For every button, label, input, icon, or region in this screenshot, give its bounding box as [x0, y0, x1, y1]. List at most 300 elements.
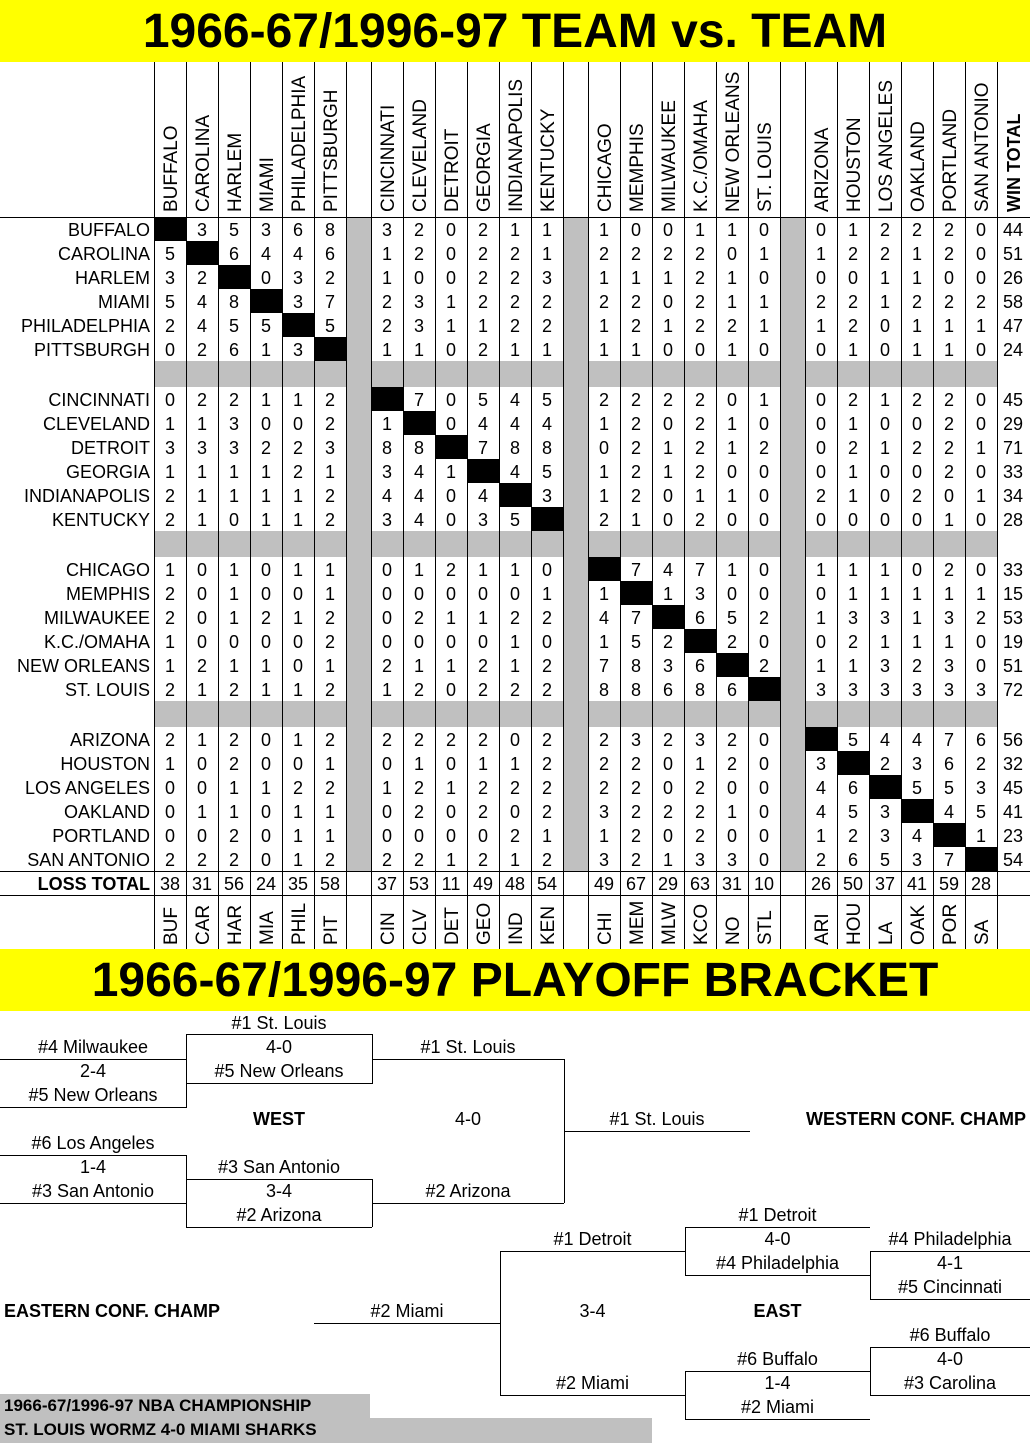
matchup-cell: 1 — [815, 608, 827, 628]
matchup-cell: 2 — [509, 268, 521, 288]
matchup-cell: 1 — [445, 778, 457, 798]
matchup-cell: 0 — [815, 414, 827, 434]
diagonal-block — [837, 751, 869, 775]
matchup-cell: 3 — [228, 438, 240, 458]
matchup-cell: 6 — [324, 244, 336, 264]
matchup-cell: 3 — [381, 462, 393, 482]
row-label: HOUSTON — [60, 754, 150, 774]
diagonal-block — [314, 337, 346, 361]
bracket-line — [685, 1227, 870, 1228]
matchup-cell: 2 — [164, 850, 176, 870]
column-header: OAKLAND — [908, 121, 929, 212]
matchup-cell: 2 — [228, 390, 240, 410]
matchup-cell: 6 — [662, 680, 674, 700]
matchup-cell: 1 — [477, 560, 489, 580]
win-total-cell: 33 — [1002, 462, 1024, 482]
matchup-cell: 1 — [598, 584, 610, 604]
matchup-cell: 1 — [445, 850, 457, 870]
win-total-cell: 45 — [1002, 390, 1024, 410]
bracket-line — [186, 1227, 372, 1228]
matchup-cell: 2 — [292, 438, 304, 458]
row-label: PHILADELPHIA — [20, 316, 150, 336]
e-r2b-bottom: #2 Miami — [740, 1397, 815, 1417]
loss-total-cell: 48 — [504, 874, 526, 894]
matchup-cell: 5 — [164, 244, 176, 264]
group-separator — [780, 217, 805, 871]
matchup-cell: 2 — [196, 390, 208, 410]
matchup-cell: 2 — [726, 730, 738, 750]
column-abbreviation: HAR — [225, 904, 246, 945]
column-abbreviation: MIA — [257, 911, 278, 945]
w-r1b-top: #6 Los Angeles — [31, 1133, 155, 1153]
matchup-cell: 1 — [381, 778, 393, 798]
matchup-cell: 6 — [726, 680, 738, 700]
matchup-cell: 2 — [541, 292, 553, 312]
matchup-cell: 3 — [943, 680, 955, 700]
loss-total-cell: 56 — [223, 874, 245, 894]
loss-total-cell: 54 — [536, 874, 558, 894]
matchup-cell: 0 — [228, 510, 240, 530]
matchup-cell: 3 — [381, 220, 393, 240]
column-abbreviation: MLW — [659, 902, 680, 945]
matchup-cell: 2 — [381, 292, 393, 312]
matchup-cell: 0 — [260, 802, 272, 822]
matchup-cell: 1 — [381, 680, 393, 700]
diagonal-block — [901, 799, 933, 823]
w-final-score: 4-0 — [454, 1109, 481, 1129]
matchup-cell: 0 — [541, 632, 553, 652]
matchup-cell: 1 — [164, 462, 176, 482]
w-r1a-score: 2-4 — [79, 1061, 106, 1081]
matchup-cell: 5 — [847, 730, 859, 750]
matchup-cell: 2 — [413, 778, 425, 798]
matchup-cell: 0 — [911, 462, 923, 482]
row-label: MILWAUKEE — [43, 608, 150, 628]
matchup-cell: 1 — [445, 316, 457, 336]
matchup-cell: 2 — [509, 292, 521, 312]
w-r1b-bottom: #3 San Antonio — [31, 1181, 155, 1201]
loss-total-cell: 26 — [810, 874, 832, 894]
matchup-cell: 1 — [911, 584, 923, 604]
matchup-cell: 3 — [260, 220, 272, 240]
matchup-cell: 2 — [911, 220, 923, 240]
e-final-bottom: #2 Miami — [555, 1373, 630, 1393]
matchup-cell: 0 — [662, 778, 674, 798]
matchup-cell: 2 — [413, 730, 425, 750]
column-abbreviation: SA — [972, 919, 993, 945]
column-header: PHILADELPHIA — [289, 75, 310, 212]
matchup-cell: 1 — [943, 340, 955, 360]
matchup-cell: 1 — [509, 632, 521, 652]
matchup-cell: 4 — [815, 778, 827, 798]
matchup-cell: 2 — [228, 680, 240, 700]
loss-total-cell: 10 — [753, 874, 775, 894]
matchup-cell: 2 — [541, 730, 553, 750]
column-abbreviation: STL — [755, 910, 776, 945]
bracket-title: 1966-67/1996-97 PLAYOFF BRACKET — [0, 949, 1030, 1011]
matchup-cell: 2 — [847, 826, 859, 846]
matchup-cell: 3 — [815, 754, 827, 774]
matchup-cell: 1 — [879, 632, 891, 652]
win-total-cell: 33 — [1002, 560, 1024, 580]
matchup-cell: 2 — [509, 680, 521, 700]
matchup-cell: 1 — [477, 754, 489, 774]
matchup-cell: 2 — [694, 414, 706, 434]
matchup-cell: 0 — [445, 390, 457, 410]
matchup-cell: 1 — [758, 390, 770, 410]
loss-total-cell: 29 — [657, 874, 679, 894]
row-label: LOS ANGELES — [24, 778, 150, 798]
matchup-cell: 2 — [413, 608, 425, 628]
row-label: OAKLAND — [63, 802, 150, 822]
matchup-cell: 1 — [228, 462, 240, 482]
column-header: DETROIT — [442, 128, 463, 212]
matchup-cell: 2 — [598, 390, 610, 410]
matchup-cell: 7 — [324, 292, 336, 312]
matchup-cell: 4 — [413, 462, 425, 482]
matchup-cell: 2 — [292, 462, 304, 482]
matchup-cell: 2 — [694, 778, 706, 798]
matchup-cell: 1 — [292, 826, 304, 846]
matchup-cell: 1 — [598, 826, 610, 846]
column-abbreviation: IND — [506, 912, 527, 945]
win-total-cell: 45 — [1002, 778, 1024, 798]
matchup-cell: 4 — [381, 486, 393, 506]
win-total-cell: 34 — [1002, 486, 1024, 506]
matchup-cell: 0 — [943, 486, 955, 506]
row-label: KENTUCKY — [51, 510, 150, 530]
column-abbreviation: CAR — [193, 904, 214, 945]
matchup-cell: 0 — [381, 826, 393, 846]
matchup-cell: 2 — [975, 754, 987, 774]
matchup-cell: 6 — [943, 754, 955, 774]
matchup-cell: 0 — [164, 826, 176, 846]
matchup-cell: 1 — [847, 220, 859, 240]
matchup-cell: 0 — [975, 656, 987, 676]
w-r1a-top: #4 Milwaukee — [37, 1037, 149, 1057]
column-abbreviation: LA — [876, 921, 897, 945]
matchup-cell: 1 — [164, 560, 176, 580]
column-header: CHICAGO — [595, 123, 616, 212]
matchup-cell: 2 — [324, 850, 336, 870]
e-r2b-top: #6 Buffalo — [737, 1349, 818, 1369]
matchup-cell: 1 — [975, 826, 987, 846]
bracket-line — [372, 1059, 564, 1060]
matchup-cell: 1 — [477, 316, 489, 336]
matchup-cell: 2 — [541, 778, 553, 798]
matchup-cell: 1 — [630, 340, 642, 360]
matchup-cell: 0 — [445, 340, 457, 360]
matchup-cell: 1 — [847, 584, 859, 604]
win-total-cell: 58 — [1002, 292, 1024, 312]
matchup-cell: 4 — [477, 486, 489, 506]
matchup-cell: 0 — [164, 778, 176, 798]
matchup-cell: 0 — [879, 510, 891, 530]
matchup-cell: 2 — [879, 244, 891, 264]
standings-title: 1966-67/1996-97 TEAM vs. TEAM — [0, 0, 1030, 62]
w-champ: #1 St. Louis — [609, 1109, 705, 1129]
matchup-cell: 0 — [758, 220, 770, 240]
matchup-cell: 1 — [260, 462, 272, 482]
matchup-cell: 2 — [847, 390, 859, 410]
matchup-cell: 1 — [879, 268, 891, 288]
matchup-cell: 1 — [413, 560, 425, 580]
matchup-cell: 0 — [943, 268, 955, 288]
matchup-cell: 2 — [509, 778, 521, 798]
matchup-cell: 1 — [324, 560, 336, 580]
matchup-cell: 2 — [598, 754, 610, 774]
group-separator — [346, 217, 371, 871]
matchup-cell: 2 — [541, 802, 553, 822]
matchup-cell: 5 — [541, 390, 553, 410]
matchup-cell: 2 — [630, 292, 642, 312]
matchup-cell: 1 — [847, 560, 859, 580]
matchup-cell: 2 — [630, 414, 642, 434]
win-total-cell: 24 — [1002, 340, 1024, 360]
matchup-cell: 1 — [196, 730, 208, 750]
matchup-cell: 0 — [413, 632, 425, 652]
column-header: CINCINNATI — [378, 104, 399, 212]
diagonal-block — [716, 653, 748, 677]
matchup-cell: 1 — [726, 486, 738, 506]
matchup-cell: 0 — [509, 802, 521, 822]
matchup-cell: 0 — [381, 754, 393, 774]
matchup-cell: 1 — [847, 486, 859, 506]
matchup-cell: 3 — [726, 850, 738, 870]
bracket-line — [500, 1251, 501, 1395]
matchup-cell: 0 — [381, 632, 393, 652]
matchup-cell: 2 — [662, 632, 674, 652]
matchup-cell: 4 — [662, 560, 674, 580]
matchup-cell: 0 — [445, 680, 457, 700]
matchup-cell: 2 — [164, 486, 176, 506]
matchup-cell: 2 — [324, 510, 336, 530]
row-label: ST. LOUIS — [64, 680, 150, 700]
matchup-cell: 2 — [943, 462, 955, 482]
diagonal-block — [965, 847, 997, 871]
matchup-cell: 1 — [943, 584, 955, 604]
matchup-cell: 1 — [662, 584, 674, 604]
matchup-cell: 1 — [260, 510, 272, 530]
matchup-cell: 1 — [164, 656, 176, 676]
matchup-cell: 2 — [758, 438, 770, 458]
matchup-cell: 0 — [662, 826, 674, 846]
matchup-cell: 5 — [228, 220, 240, 240]
matchup-cell: 1 — [196, 414, 208, 434]
loss-total-cell: 41 — [906, 874, 928, 894]
matchup-cell: 2 — [847, 292, 859, 312]
loss-total-cell: 31 — [191, 874, 213, 894]
e-r2a-score: 4-0 — [764, 1229, 791, 1249]
matchup-cell: 1 — [164, 754, 176, 774]
column-header: ST. LOUIS — [755, 122, 776, 212]
matchup-cell: 1 — [726, 268, 738, 288]
matchup-cell: 2 — [694, 802, 706, 822]
matchup-cell: 1 — [541, 340, 553, 360]
matchup-cell: 8 — [694, 680, 706, 700]
matchup-cell: 0 — [260, 754, 272, 774]
matchup-cell: 0 — [509, 730, 521, 750]
diagonal-block — [467, 459, 499, 483]
matchup-cell: 0 — [815, 632, 827, 652]
matchup-cell: 1 — [445, 292, 457, 312]
column-header: CAROLINA — [193, 114, 214, 212]
matchup-cell: 3 — [911, 680, 923, 700]
matchup-cell: 1 — [630, 268, 642, 288]
matchup-cell: 2 — [541, 316, 553, 336]
row-label: CINCINNATI — [48, 390, 150, 410]
bracket-line — [0, 1155, 186, 1156]
bracket-line — [500, 1251, 685, 1252]
matchup-cell: 0 — [975, 632, 987, 652]
matchup-cell: 0 — [662, 486, 674, 506]
matchup-cell: 4 — [292, 244, 304, 264]
win-total-cell: 54 — [1002, 850, 1024, 870]
matchup-cell: 1 — [324, 584, 336, 604]
matchup-cell: 0 — [879, 340, 891, 360]
matchup-cell: 0 — [260, 730, 272, 750]
matchup-cell: 0 — [260, 268, 272, 288]
matchup-cell: 1 — [879, 560, 891, 580]
matchup-cell: 3 — [943, 608, 955, 628]
loss-total-cell: 11 — [441, 874, 461, 894]
matchup-cell: 7 — [630, 560, 642, 580]
matchup-cell: 0 — [815, 268, 827, 288]
diagonal-block — [218, 265, 250, 289]
bracket-line — [870, 1299, 1030, 1300]
matchup-cell: 2 — [445, 560, 457, 580]
matchup-cell: 1 — [196, 510, 208, 530]
matchup-cell: 0 — [975, 510, 987, 530]
matchup-cell: 0 — [726, 510, 738, 530]
matchup-cell: 1 — [292, 802, 304, 822]
matchup-cell: 1 — [324, 802, 336, 822]
matchup-cell: 0 — [758, 826, 770, 846]
matchup-cell: 0 — [726, 244, 738, 264]
matchup-cell: 2 — [477, 268, 489, 288]
matchup-cell: 5 — [164, 292, 176, 312]
win-total-header: WIN TOTAL — [1004, 113, 1024, 212]
e-r2b-score: 1-4 — [764, 1373, 791, 1393]
matchup-cell: 0 — [758, 268, 770, 288]
column-abbreviation: DET — [442, 907, 463, 945]
matchup-cell: 5 — [943, 778, 955, 798]
diagonal-block — [371, 387, 403, 411]
matchup-cell: 2 — [911, 292, 923, 312]
matchup-cell: 2 — [324, 390, 336, 410]
matchup-cell: 1 — [196, 802, 208, 822]
matchup-cell: 2 — [662, 244, 674, 264]
matchup-cell: 2 — [477, 778, 489, 798]
row-label: BUFFALO — [67, 220, 150, 240]
row-label: INDIANAPOLIS — [23, 486, 150, 506]
matchup-cell: 2 — [694, 268, 706, 288]
diagonal-block — [499, 483, 531, 507]
matchup-cell: 6 — [847, 850, 859, 870]
matchup-cell: 2 — [975, 608, 987, 628]
matchup-cell: 0 — [911, 560, 923, 580]
matchup-cell: 1 — [477, 608, 489, 628]
matchup-cell: 1 — [879, 390, 891, 410]
matchup-cell: 1 — [541, 220, 553, 240]
matchup-cell: 2 — [324, 680, 336, 700]
matchup-cell: 3 — [847, 608, 859, 628]
matchup-cell: 5 — [509, 510, 521, 530]
matchup-cell: 0 — [975, 390, 987, 410]
matchup-cell: 4 — [911, 730, 923, 750]
matchup-cell: 4 — [260, 244, 272, 264]
row-label: CLEVELAND — [42, 414, 150, 434]
matchup-cell: 2 — [694, 316, 706, 336]
loss-total-cell: 63 — [689, 874, 711, 894]
matchup-cell: 2 — [164, 584, 176, 604]
matchup-cell: 0 — [815, 220, 827, 240]
matchup-cell: 2 — [164, 608, 176, 628]
matchup-cell: 1 — [509, 850, 521, 870]
column-header: BUFFALO — [161, 125, 182, 212]
matchup-cell: 1 — [815, 316, 827, 336]
matchup-cell: 1 — [509, 656, 521, 676]
matchup-cell: 2 — [541, 656, 553, 676]
matchup-cell: 2 — [381, 730, 393, 750]
matchup-cell: 0 — [758, 340, 770, 360]
matchup-cell: 0 — [381, 584, 393, 604]
matchup-cell: 7 — [943, 730, 955, 750]
matchup-cell: 1 — [196, 486, 208, 506]
matchup-cell: 0 — [726, 826, 738, 846]
win-total-cell: 56 — [1002, 730, 1024, 750]
loss-total-cell: 37 — [376, 874, 398, 894]
matchup-cell: 1 — [847, 340, 859, 360]
matchup-cell: 0 — [477, 584, 489, 604]
row-label: MEMPHIS — [65, 584, 150, 604]
matchup-cell: 1 — [975, 316, 987, 336]
loss-total-cell: 67 — [625, 874, 647, 894]
loss-total-cell: 31 — [721, 874, 743, 894]
e-r2a-top: #1 Detroit — [738, 1205, 817, 1225]
matchup-cell: 0 — [975, 220, 987, 240]
matchup-cell: 0 — [260, 414, 272, 434]
matchup-cell: 2 — [324, 608, 336, 628]
matchup-cell: 2 — [324, 778, 336, 798]
matchup-cell: 2 — [911, 390, 923, 410]
matchup-cell: 1 — [911, 340, 923, 360]
matchup-cell: 0 — [726, 778, 738, 798]
matchup-cell: 2 — [541, 680, 553, 700]
e-final-score: 3-4 — [579, 1301, 606, 1321]
bracket-line — [870, 1395, 1030, 1396]
matchup-cell: 0 — [815, 390, 827, 410]
matchup-cell: 1 — [911, 608, 923, 628]
matchup-cell: 2 — [228, 754, 240, 774]
matchup-cell: 1 — [726, 802, 738, 822]
matchup-cell: 1 — [662, 462, 674, 482]
matchup-cell: 2 — [911, 438, 923, 458]
matchup-cell: 3 — [694, 730, 706, 750]
matchup-cell: 2 — [662, 390, 674, 410]
matchup-cell: 8 — [630, 680, 642, 700]
matchup-cell: 1 — [815, 656, 827, 676]
bracket-line — [685, 1419, 870, 1420]
matchup-cell: 1 — [413, 656, 425, 676]
column-header: ARIZONA — [812, 127, 833, 212]
matchup-cell: 0 — [758, 850, 770, 870]
matchup-cell: 0 — [260, 826, 272, 846]
matchup-cell: 0 — [911, 510, 923, 530]
row-label: MIAMI — [98, 292, 150, 312]
w-r2b-bottom: #2 Arizona — [236, 1205, 322, 1225]
matchup-cell: 2 — [509, 244, 521, 264]
